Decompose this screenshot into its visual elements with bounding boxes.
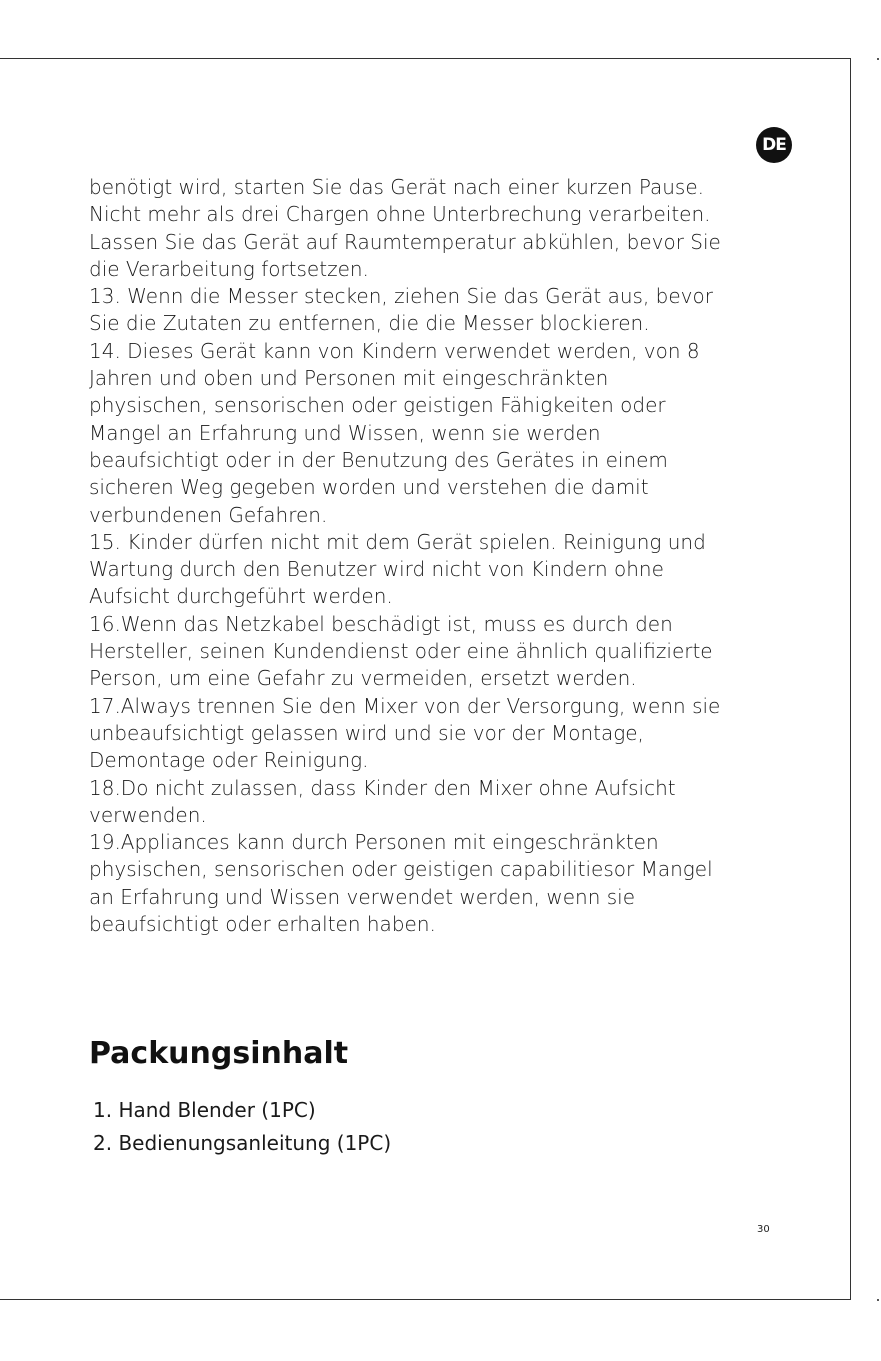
language-badge: DE bbox=[756, 127, 792, 163]
body-line: an Erfahrung und Wissen verwendet werden, wenn sie bbox=[89, 884, 636, 909]
body-line: beaufsichtigt oder erhalten haben. bbox=[89, 912, 436, 937]
body-line: Lassen Sie das Gerät auf Raumtemperatur abkühlen, bevor Sie bbox=[89, 229, 721, 254]
body-line: 17.Always trennen Sie den Mixer von der Versorgung, wenn sie bbox=[89, 693, 721, 718]
body-line: 19.Appliances kann durch Personen mit eingeschränkten bbox=[89, 830, 659, 855]
body-line: die Verarbeitung fortsetzen. bbox=[89, 256, 369, 281]
package-contents-list bbox=[93, 1094, 391, 1160]
body-line: Jahren und oben und Personen mit eingeschränkten bbox=[89, 366, 609, 391]
body-line: Mangel an Erfahrung und Wissen, wenn sie werden bbox=[89, 420, 601, 445]
body-line: 18.Do nicht zulassen, dass Kinder den Mixer ohne Aufsicht bbox=[89, 775, 676, 800]
body-text bbox=[89, 174, 789, 938]
body-line: Nicht mehr als drei Chargen ohne Unterbrechung verarbeiten. bbox=[89, 202, 711, 227]
crop-mark-top bbox=[877, 58, 879, 60]
body-line: verbundenen Gefahren. bbox=[89, 502, 328, 527]
body-line: Aufsicht durchgeführt werden. bbox=[89, 584, 393, 609]
body-line: physischen, sensorischen oder geistigen Fähigkeiten oder bbox=[89, 393, 666, 418]
body-line: benötigt wird, starten Sie das Gerät nach einer kurzen Pause. bbox=[89, 175, 705, 199]
body-line: physischen, sensorischen oder geistigen capabilitiesor Mangel bbox=[89, 857, 713, 882]
body-line: sicheren Weg gegeben worden und verstehen die damit bbox=[89, 475, 649, 500]
body-line: 14. Dieses Gerät kann von Kindern verwendet werden, von 8 bbox=[89, 338, 700, 363]
body-line: 16.Wenn das Netzkabel beschädigt ist, muss es durch den bbox=[89, 611, 673, 636]
body-line: Hersteller, seinen Kundendienst oder eine ähnlich qualifizierte bbox=[89, 639, 713, 664]
body-line: unbeaufsichtigt gelassen wird und sie vor der Montage, bbox=[89, 720, 644, 745]
page-number: 30 bbox=[757, 1224, 770, 1235]
body-line: beaufsichtigt oder in der Benutzung des Gerätes in einem bbox=[89, 447, 668, 472]
body-line: 15. Kinder dürfen nicht mit dem Gerät spielen. Reinigung und bbox=[89, 529, 706, 554]
body-line: Sie die Zutaten zu entfernen, die die Messer blockieren. bbox=[89, 311, 650, 336]
body-line: Person, um eine Gefahr zu vermeiden, ersetzt werden. bbox=[89, 666, 637, 691]
body-line: verwenden. bbox=[89, 802, 207, 827]
body-line: Wartung durch den Benutzer wird nicht von Kindern ohne bbox=[89, 557, 664, 582]
body-line: 13. Wenn die Messer stecken, ziehen Sie das Gerät aus, bevor bbox=[89, 284, 713, 309]
section-heading-package-contents: Packungsinhalt bbox=[89, 1036, 349, 1071]
crop-mark-bottom bbox=[877, 1299, 879, 1301]
list-item: 1. Hand Blender (1PC) bbox=[93, 1098, 316, 1122]
list-item: 2. Bedienungsanleitung (1PC) bbox=[93, 1131, 392, 1155]
body-line: Demontage oder Reinigung. bbox=[89, 748, 369, 773]
